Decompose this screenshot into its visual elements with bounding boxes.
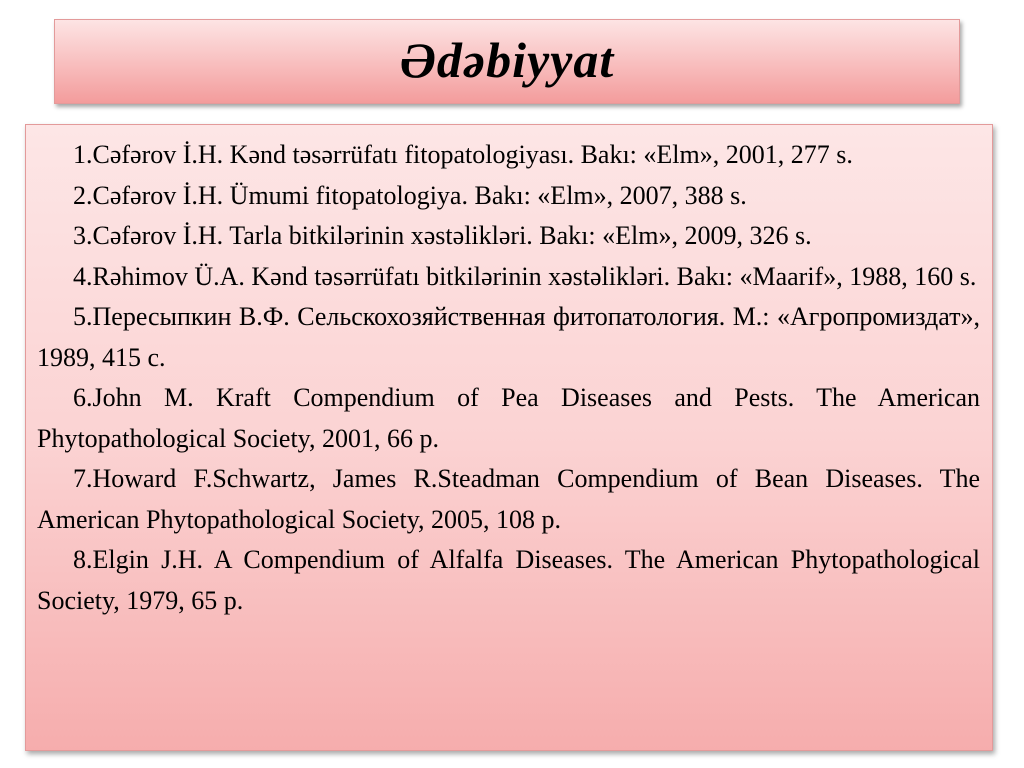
reference-item-3: 3.Cəfərov İ.H. Tarla bitkilərinin xəstəlikləri. Bakı: «Elm», 2009, 326 s.: [73, 221, 812, 250]
reference-item-4: 4.Rəhimov Ü.A. Kənd təsərrüfatı bitkilərinin xəstəlikləri. Bakı: «Maarif», 1988, 160 s.: [73, 261, 977, 291]
reference-item-1: 1.Cəfərov İ.H. Kənd təsərrüfatı fitopatologiyası. Bakı: «Elm», 2001, 277 s.: [73, 140, 853, 169]
references-box: [25, 124, 993, 751]
title-box: [54, 19, 960, 104]
reference-item-5: 5.Пересыпкин В.Ф. Сельскохозяйственная фитопатология. М.: «Агропромиздат», 1989, 415 с.: [37, 302, 980, 372]
reference-item-2: 2.Cəfərov İ.H. Ümumi fitopatologiya. Bakı: «Elm», 2007, 388 s.: [73, 180, 747, 210]
reference-item-7: 7.Howard F.Schwartz, James R.Steadman Compendium of Bean Diseases. The American Phytopathological Society, 2005, 108 p.: [37, 464, 980, 534]
reference-item-6: 6.John M. Kraft Compendium of Pea Diseases and Pests. The American Phytopathological Society, 2001, 66 p.: [37, 383, 980, 453]
references-list: [37, 135, 980, 621]
reference-item-8: 8.Elgin J.H. A Compendium of Alfalfa Diseases. The American Phytopathological Society, 1979, 65 p.: [37, 545, 980, 615]
slide-title: Ədəbiyyat: [399, 31, 615, 88]
